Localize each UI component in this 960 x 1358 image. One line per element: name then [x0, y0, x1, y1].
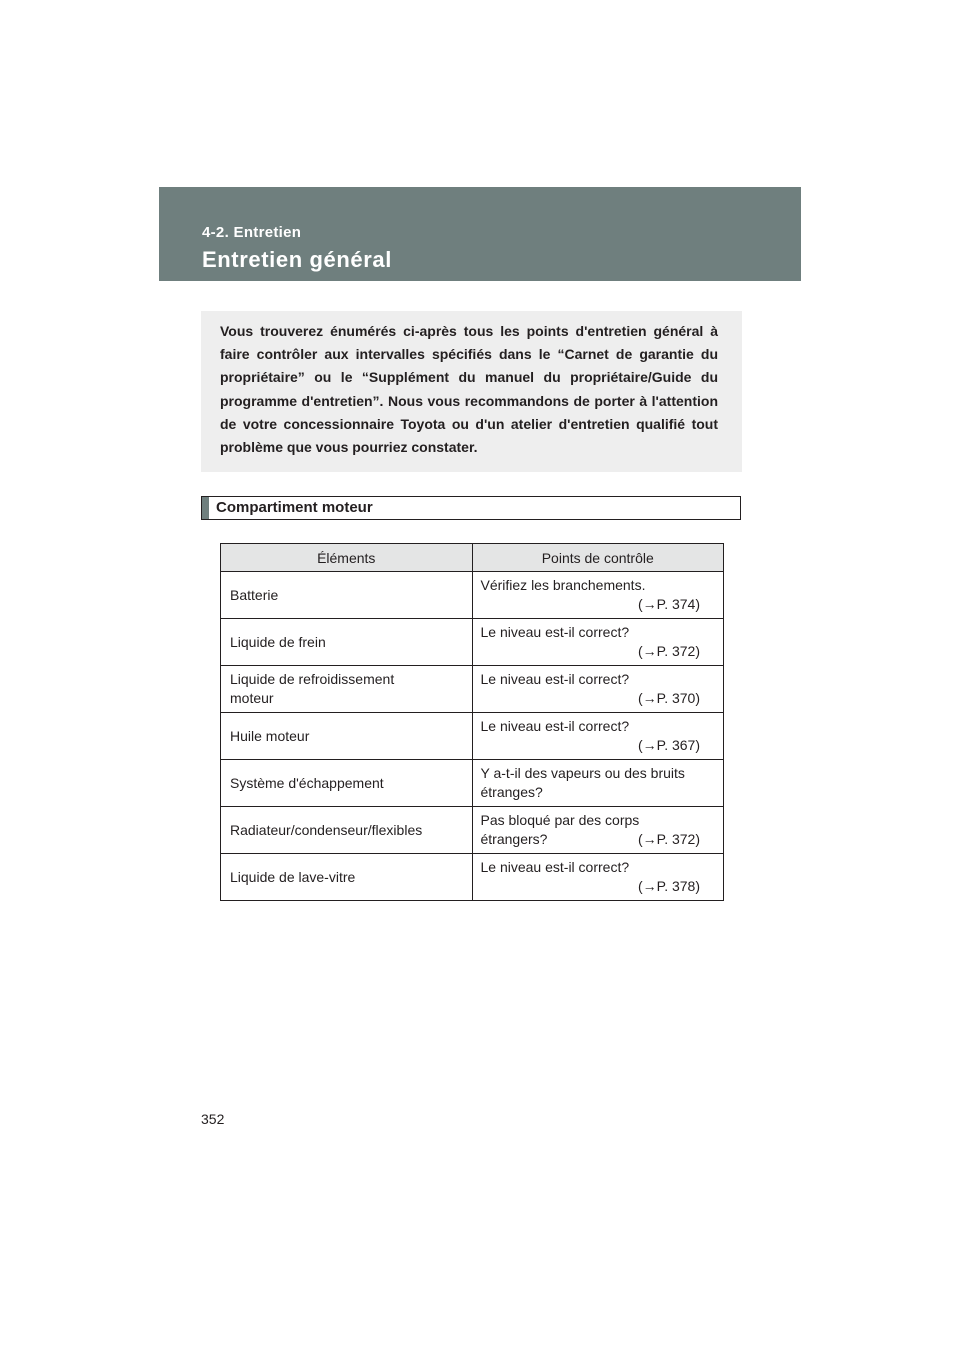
- chapter-header: [159, 187, 801, 281]
- page-reference: (→P. 367): [638, 737, 700, 753]
- page-reference: (→P. 378): [638, 878, 700, 894]
- check-cell: [472, 854, 724, 901]
- subsection-title: Compartiment moteur: [216, 499, 373, 516]
- item-cell: Radiateur/condenseur/flexibles: [221, 807, 473, 854]
- item-cell: Liquide de refroidissement moteur: [221, 666, 473, 713]
- section-label: 4-2. Entretien: [202, 224, 302, 241]
- check-text: Pas bloqué par des corps: [480, 812, 640, 828]
- check-cell: [472, 619, 724, 666]
- subsection-heading: [201, 496, 741, 520]
- table-row: [221, 666, 724, 713]
- check-text: Vérifiez les branchements.: [480, 577, 646, 593]
- page-reference: (→P. 370): [638, 690, 700, 706]
- item-cell: Liquide de frein: [221, 619, 473, 666]
- check-text: Le niveau est-il correct?: [480, 624, 630, 640]
- check-text: Le niveau est-il correct?: [480, 671, 630, 687]
- check-cell: [472, 713, 724, 760]
- check-line: [481, 830, 716, 849]
- maintenance-table: [220, 543, 724, 901]
- table-row: [221, 619, 724, 666]
- page-reference: (→P. 372): [638, 831, 700, 847]
- item-cell: Système d'échappement: [221, 760, 473, 807]
- intro-text: Vous trouverez énumérés ci-après tous les points d'entretien général à faire contrôler aux intervalles spécifiés dans le “Carnet de garantie du propriétaire” ou le “Supplément du manuel du propriétaire/Guide du programme d'entretien”. Nous vous recommandons de porter à l'attention de votre concessionnaire Toyota ou d'un atelier d'entretien qualifié tout problème que vous pourriez constater.: [220, 323, 718, 456]
- item-cell: Huile moteur: [221, 713, 473, 760]
- check-text: Le niveau est-il correct?: [480, 718, 630, 734]
- item-cell: Liquide de lave-vitre: [221, 854, 473, 901]
- page-reference: (→P. 372): [638, 643, 700, 659]
- check-text: Y a-t-il des vapeurs ou des bruits étranges?: [480, 765, 685, 800]
- intro-box: [201, 311, 742, 472]
- table-row: [221, 760, 724, 807]
- table-row: [221, 854, 724, 901]
- table-header-row: [221, 544, 724, 572]
- check-cell: [472, 807, 724, 854]
- check-text: Le niveau est-il correct?: [480, 859, 630, 875]
- subsection-marker: [202, 497, 209, 519]
- table-row: [221, 807, 724, 854]
- page-title: Entretien général: [202, 247, 392, 272]
- column-header-items: Éléments: [221, 544, 473, 572]
- check-cell: [472, 760, 724, 807]
- check-cell: [472, 666, 724, 713]
- table-row: [221, 713, 724, 760]
- page-reference: (→P. 374): [638, 596, 700, 612]
- page-number: 352: [201, 1111, 225, 1127]
- table-row: [221, 572, 724, 619]
- check-cell: [472, 572, 724, 619]
- check-text-continued: étrangers?: [480, 831, 548, 847]
- item-cell: Batterie: [221, 572, 473, 619]
- column-header-checks: Points de contrôle: [472, 544, 724, 572]
